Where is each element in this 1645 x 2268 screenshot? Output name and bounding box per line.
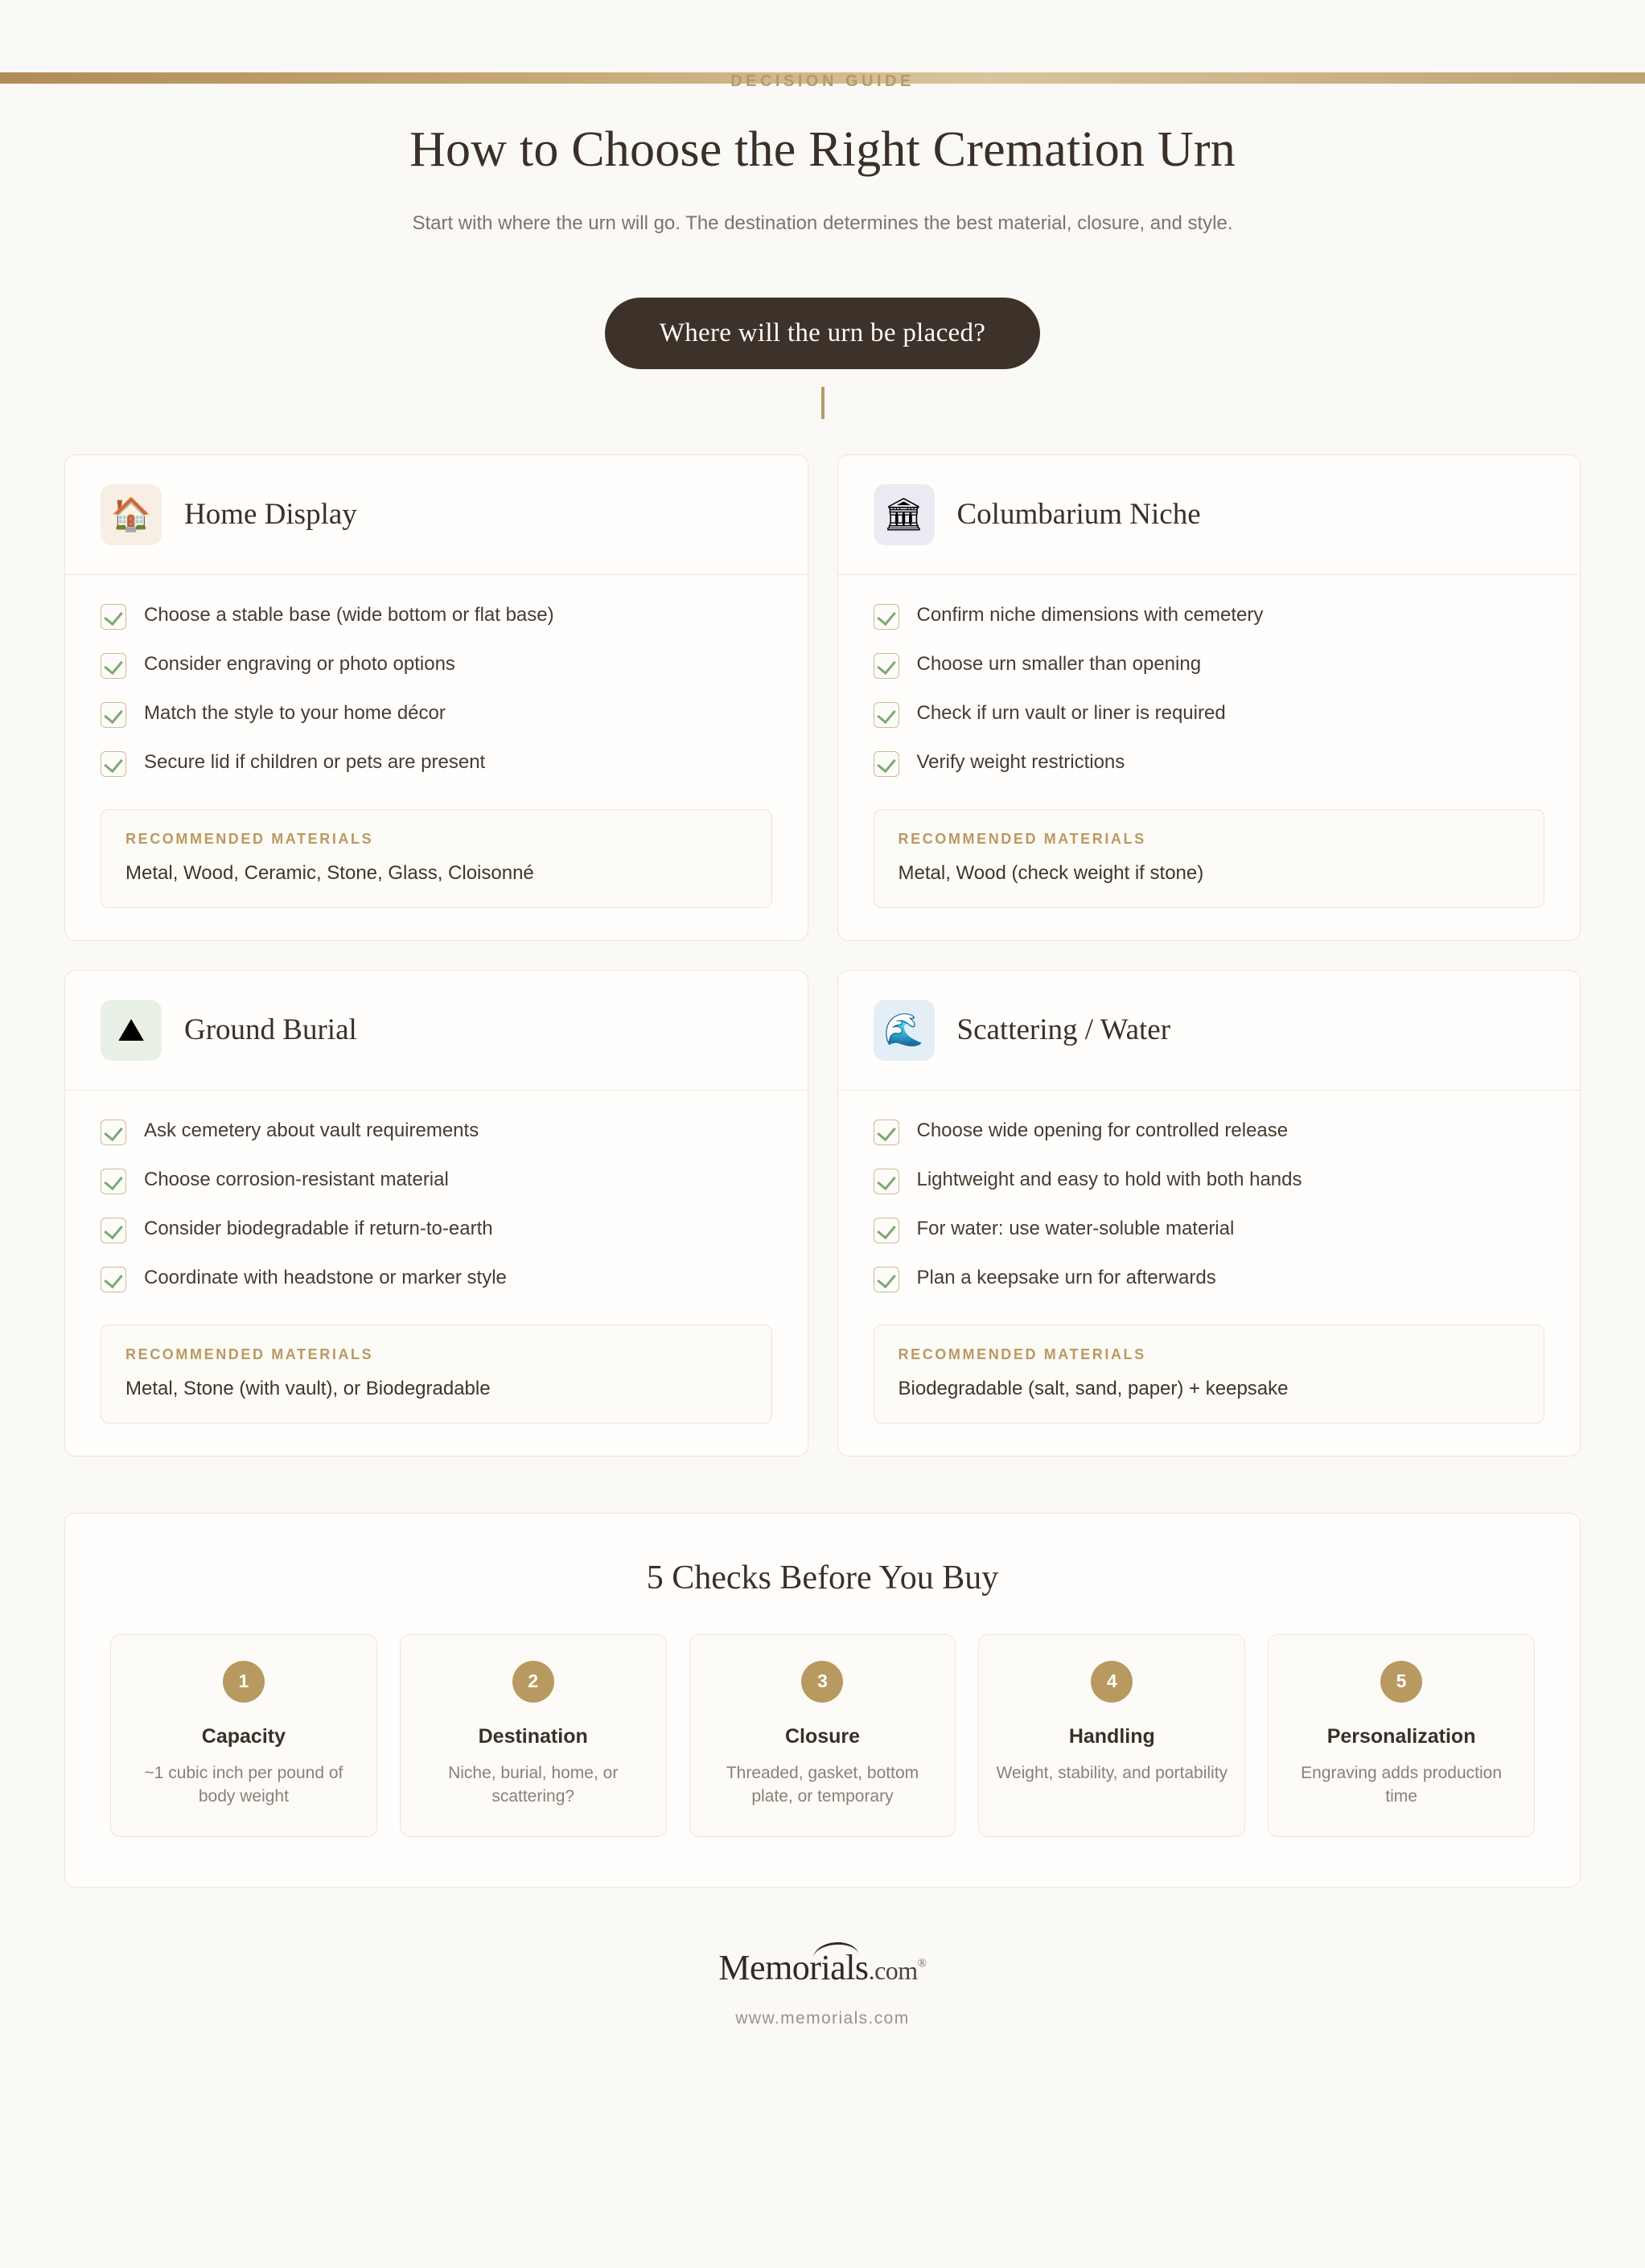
checklist-item	[101, 1216, 772, 1243]
check-card-title: Capacity	[201, 1724, 286, 1748]
pre-purchase-checks-panel	[64, 1513, 1581, 1888]
check-card-description: Niche, burial, home, or scattering?	[448, 1763, 619, 1806]
page-content	[0, 72, 1645, 2085]
eyebrow-label: DECISION GUIDE	[730, 72, 915, 90]
page-subtitle: Start with where the urn will go. The destination determines the best material, closure, and style.	[412, 212, 1233, 234]
check-card-title: Handling	[1068, 1724, 1155, 1748]
recommended-materials-value: Metal, Wood (check weight if stone)	[898, 861, 1204, 884]
recommended-materials-value: Biodegradable (salt, sand, paper) + keepsake	[898, 1377, 1289, 1399]
checkbox-checked-icon	[874, 702, 899, 728]
check-card-handling	[978, 1634, 1245, 1838]
option-card-ground-burial	[64, 970, 808, 1457]
question-pill: Where will the urn be placed?	[605, 298, 1040, 369]
card-body	[65, 575, 808, 940]
mountain-icon-glyph: ⛰	[117, 1012, 145, 1048]
checkbox-checked-icon	[101, 1267, 126, 1292]
checklist-item	[101, 1265, 772, 1292]
checklist-item	[101, 651, 772, 679]
card-body	[838, 1091, 1581, 1456]
options-grid	[64, 454, 1581, 1457]
brand-logo-tld: .com	[868, 1956, 918, 1986]
checklist-item-label: Plan a keepsake urn for afterwards	[916, 1266, 1216, 1288]
step-number-badge: 4	[1091, 1661, 1133, 1703]
check-card-capacity	[110, 1634, 377, 1838]
checklist-item	[101, 602, 772, 630]
checkbox-checked-icon	[874, 751, 899, 777]
card-header	[65, 971, 808, 1091]
recommended-materials-label: RECOMMENDED MATERIALS	[125, 1346, 374, 1362]
checklist-item	[874, 1216, 1545, 1243]
step-number-badge: 2	[512, 1661, 554, 1703]
water-wave-icon-glyph: 🌊	[883, 1012, 924, 1048]
checks-row	[110, 1634, 1535, 1838]
recommended-materials-box	[874, 1325, 1545, 1424]
check-card-personalization	[1268, 1634, 1535, 1838]
card-title: Columbarium Niche	[956, 498, 1201, 532]
checkbox-checked-icon	[101, 1169, 126, 1194]
classical-building-icon-glyph: 🏛	[883, 496, 924, 532]
checklist-item-label: Secure lid if children or pets are present	[144, 750, 486, 773]
connector-line	[821, 387, 825, 419]
checkbox-checked-icon	[874, 653, 899, 679]
checkbox-checked-icon	[101, 604, 126, 630]
recommended-materials-value: Metal, Wood, Ceramic, Stone, Glass, Cloisonné	[125, 861, 534, 884]
mountain-icon	[101, 1000, 162, 1061]
checklist-item	[874, 1167, 1545, 1194]
checklist-item-label: For water: use water-soluble material	[916, 1217, 1235, 1239]
step-number-badge: 3	[801, 1661, 843, 1703]
step-number-badge: 5	[1380, 1661, 1422, 1703]
check-card-description: Weight, stability, and portability	[996, 1763, 1228, 1782]
option-card-home-display	[64, 454, 808, 941]
checklist-item-label: Consider biodegradable if return-to-earth	[144, 1217, 493, 1239]
recommended-materials-box	[101, 1325, 772, 1424]
card-header	[838, 455, 1581, 575]
house-icon-glyph: 🏠	[111, 496, 151, 532]
check-card-description: Threaded, gasket, bottom plate, or temporary	[726, 1763, 919, 1806]
check-card-title: Personalization	[1326, 1724, 1476, 1748]
card-body	[838, 575, 1581, 940]
checklist-item-label: Verify weight restrictions	[916, 750, 1125, 773]
checklist-item-label: Coordinate with headstone or marker style	[144, 1266, 507, 1288]
checks-panel-title: 5 Checks Before You Buy	[646, 1559, 999, 1596]
brand-logo	[718, 1947, 926, 1988]
option-card-scattering-water	[837, 970, 1581, 1457]
checklist-item-label: Ask cemetery about vault requirements	[144, 1119, 479, 1141]
option-card-columbarium-niche	[837, 454, 1581, 941]
checkbox-checked-icon	[874, 1267, 899, 1292]
brand-logo-registered-mark: ®	[917, 1957, 927, 1970]
check-card-title: Closure	[784, 1724, 861, 1748]
card-title: Home Display	[184, 498, 357, 532]
checkbox-checked-icon	[874, 1169, 899, 1194]
checkbox-checked-icon	[101, 702, 126, 728]
recommended-materials-value: Metal, Stone (with vault), or Biodegradable	[125, 1377, 491, 1399]
check-card-description: ~1 cubic inch per pound of body weight	[144, 1763, 343, 1806]
recommended-materials-label: RECOMMENDED MATERIALS	[898, 830, 1146, 847]
checkbox-checked-icon	[874, 1218, 899, 1243]
checklist-item	[874, 651, 1545, 679]
step-number-badge: 1	[223, 1661, 265, 1703]
card-header	[838, 971, 1581, 1091]
house-icon	[101, 484, 162, 545]
card-title: Ground Burial	[184, 1013, 357, 1047]
checklist-item	[874, 1118, 1545, 1145]
logo-swoosh-icon	[813, 1941, 859, 1961]
checklist-item	[874, 750, 1545, 777]
checkbox-checked-icon	[101, 751, 126, 777]
classical-building-icon	[874, 484, 935, 545]
card-title: Scattering / Water	[956, 1013, 1171, 1047]
check-card-closure	[689, 1634, 956, 1838]
infographic-page	[0, 72, 1645, 2268]
checklist-item-label: Check if urn vault or liner is required	[916, 701, 1226, 724]
checklist-item-label: Match the style to your home décor	[144, 701, 446, 724]
checkbox-checked-icon	[101, 1120, 126, 1145]
checklist-item-label: Choose urn smaller than opening	[916, 652, 1202, 675]
brand-logo-name: Memorials	[718, 1948, 869, 1988]
checkbox-checked-icon	[874, 604, 899, 630]
checklist-item	[874, 602, 1545, 630]
checkbox-checked-icon	[101, 653, 126, 679]
footer	[64, 1947, 1581, 2085]
recommended-materials-label: RECOMMENDED MATERIALS	[125, 830, 374, 847]
question-pill-wrap	[64, 298, 1581, 369]
checkbox-checked-icon	[874, 1120, 899, 1145]
recommended-materials-box	[101, 809, 772, 908]
checklist-item-label: Choose wide opening for controlled release	[916, 1119, 1289, 1141]
recommended-materials-box	[874, 809, 1545, 908]
checklist-item	[874, 1265, 1545, 1292]
checklist-item	[101, 750, 772, 777]
page-title: How to Choose the Right Cremation Urn	[409, 122, 1236, 177]
checklist-item-label: Confirm niche dimensions with cemetery	[916, 603, 1264, 626]
checklist-item	[101, 1118, 772, 1145]
checklist-item-label: Lightweight and easy to hold with both hands	[916, 1168, 1302, 1190]
footer-url: www.memorials.com	[735, 2009, 910, 2028]
checklist-item-label: Choose corrosion-resistant material	[144, 1168, 449, 1190]
water-wave-icon	[874, 1000, 935, 1061]
checklist-item	[101, 1167, 772, 1194]
check-card-destination	[400, 1634, 667, 1838]
card-body	[65, 1091, 808, 1456]
checklist-item-label: Consider engraving or photo options	[144, 652, 455, 675]
checklist-item	[101, 701, 772, 728]
check-card-title: Destination	[478, 1724, 588, 1748]
checklist-item	[874, 701, 1545, 728]
check-card-description: Engraving adds production time	[1301, 1763, 1502, 1806]
recommended-materials-label: RECOMMENDED MATERIALS	[898, 1346, 1146, 1362]
checklist-item-label: Choose a stable base (wide bottom or flat base)	[144, 603, 554, 626]
checkbox-checked-icon	[101, 1218, 126, 1243]
card-header	[65, 455, 808, 575]
